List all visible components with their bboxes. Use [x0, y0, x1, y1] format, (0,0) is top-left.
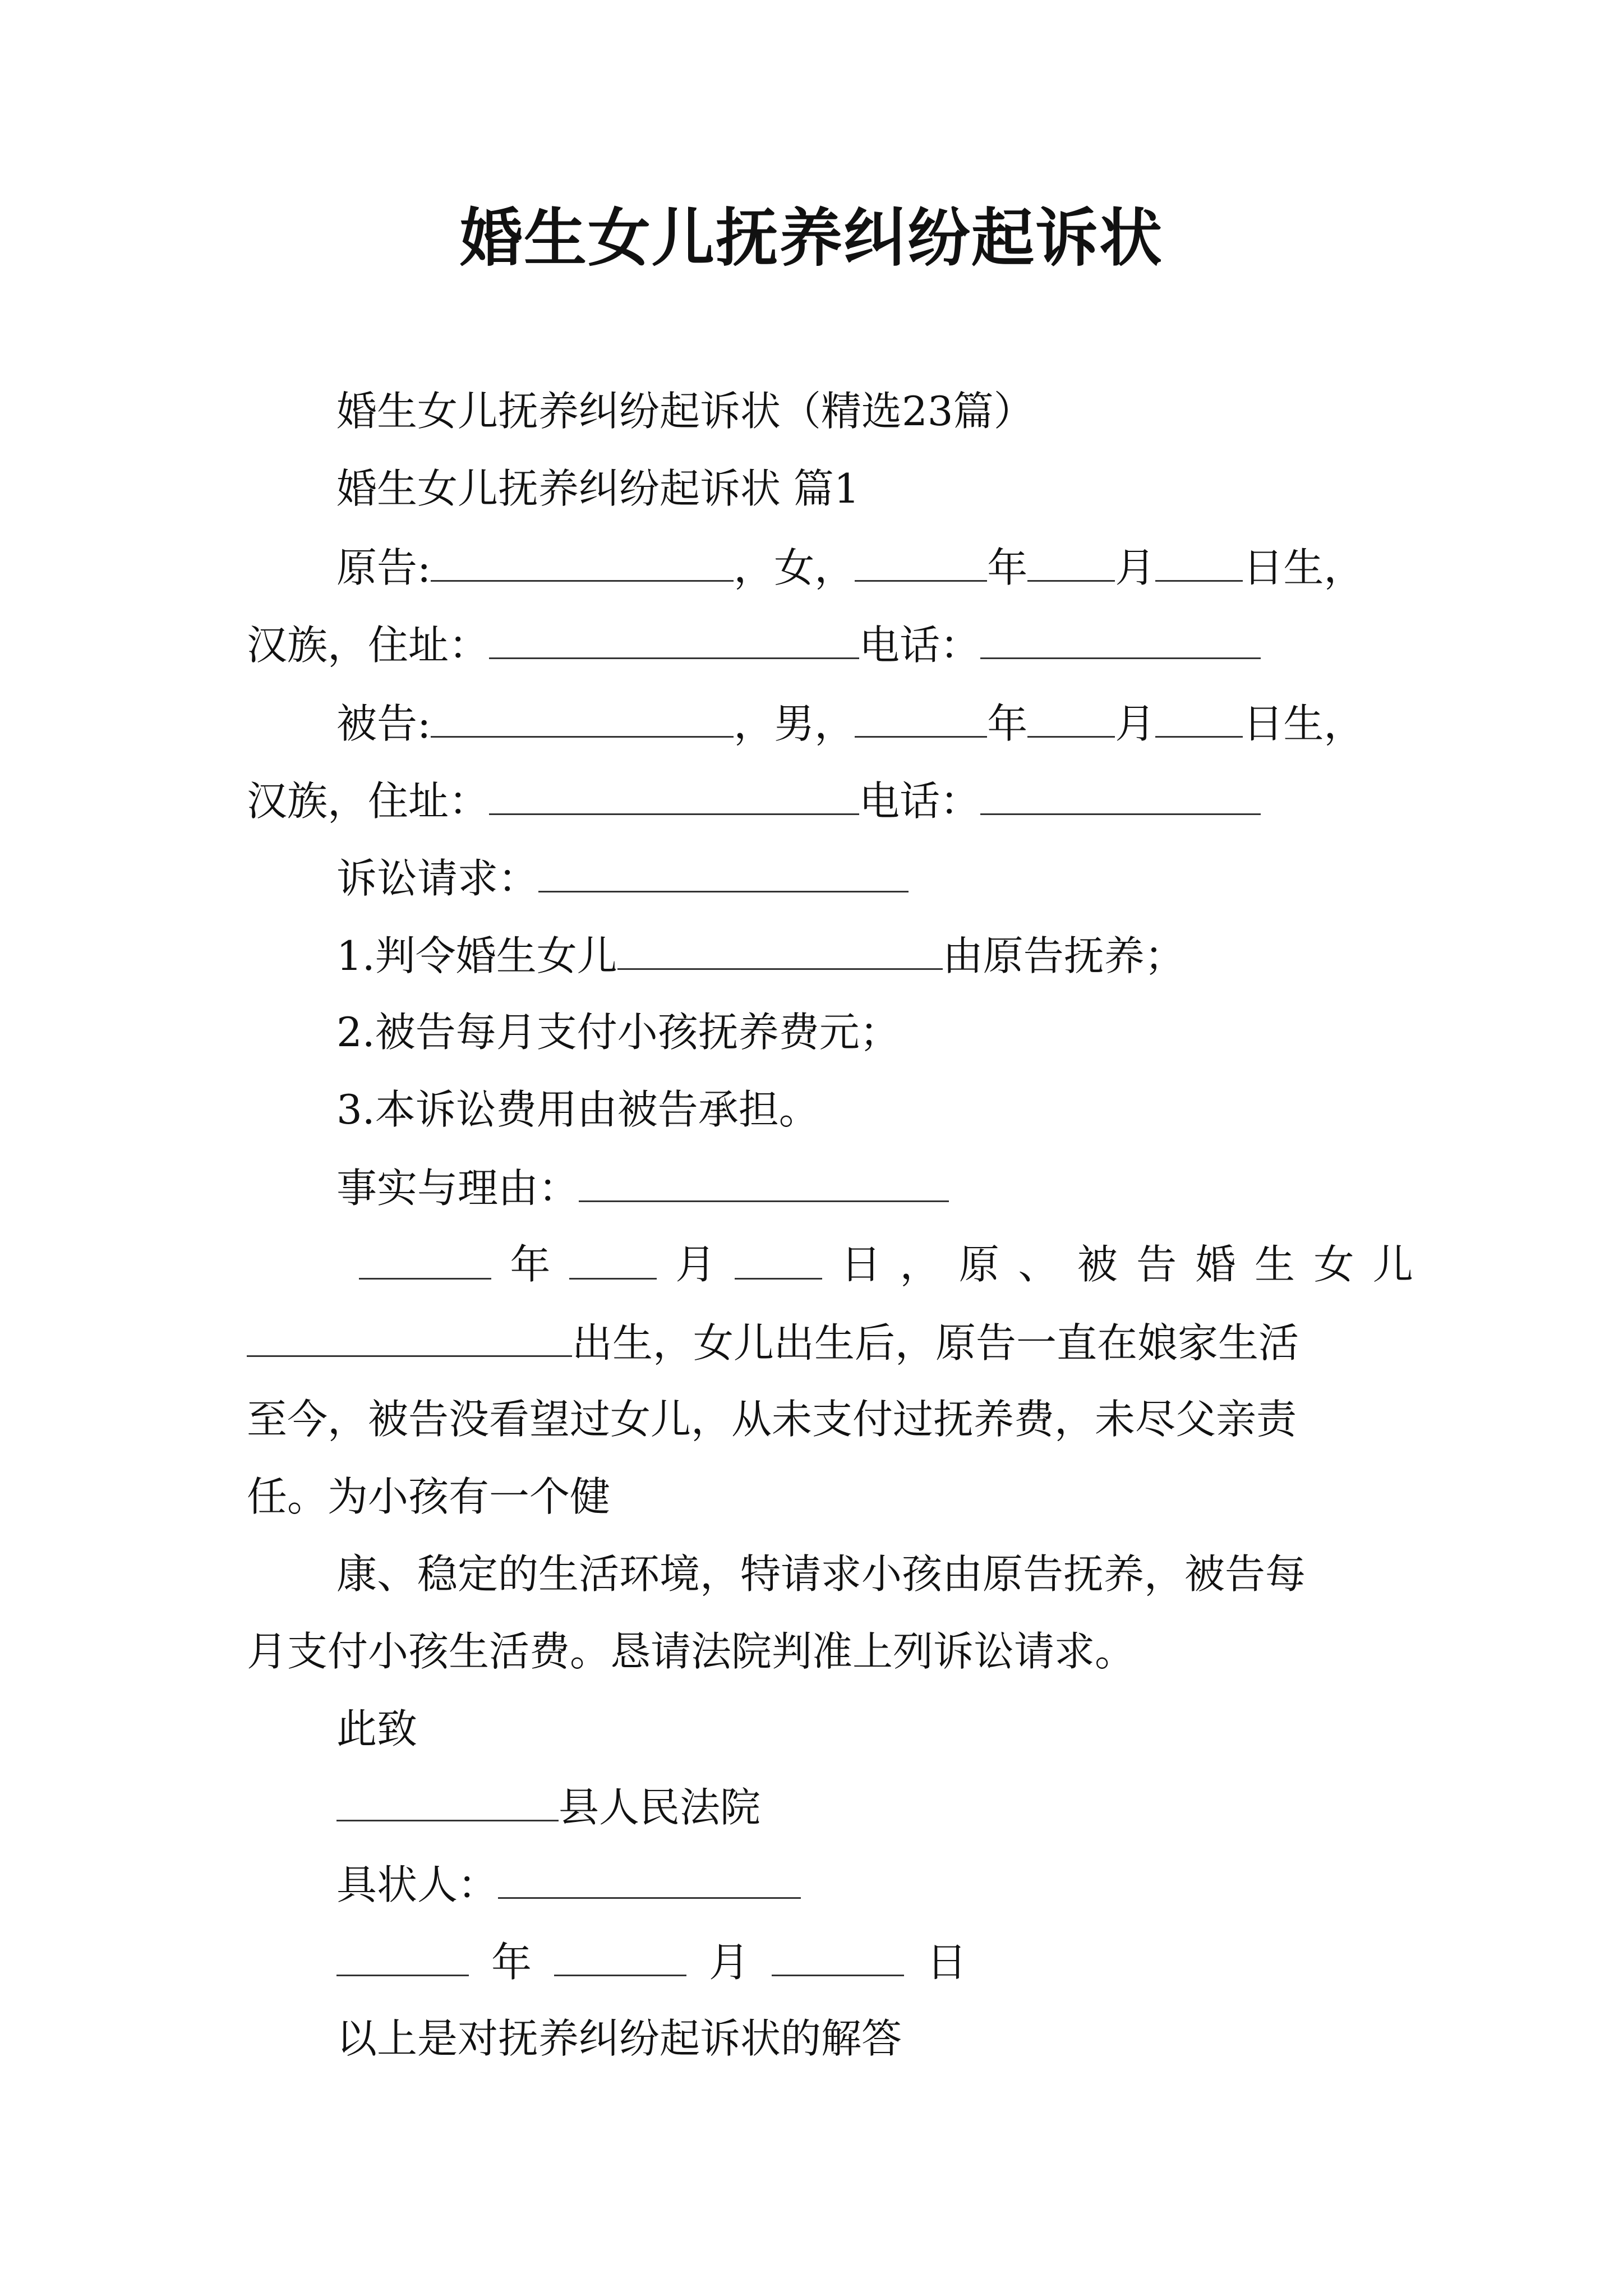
claim-item-3: 3.本诉讼费用由被告承担。 — [336, 1086, 819, 1133]
defendant-phone-label: 电话： — [859, 777, 981, 825]
closing-day-label: 日 — [926, 1939, 967, 1986]
court-suffix: 县人民法院 — [559, 1784, 761, 1831]
facts-char: 生 — [1255, 1241, 1295, 1288]
claim-item-1-suffix: 由原告抚养； — [942, 932, 1185, 979]
defendant-line — [247, 696, 1481, 751]
facts-line — [247, 1160, 1481, 1215]
facts-date-line — [247, 1237, 1413, 1291]
plaintiff-gender: ，女， — [734, 544, 855, 591]
defendant-day-born: 日生， — [1243, 700, 1364, 747]
facts-char: 女 — [1313, 1241, 1354, 1288]
plaintiff-label: 原告: — [336, 544, 431, 591]
facts-month-blank[interactable] — [569, 1237, 657, 1280]
facts-char: 告 — [1136, 1241, 1177, 1288]
defendant-label: 被告: — [336, 700, 431, 747]
birth-detail-blank[interactable] — [247, 1315, 572, 1357]
plaintiff-day-born: 日生， — [1243, 544, 1364, 591]
claims-line — [247, 850, 1481, 905]
defendant-address-line — [247, 773, 1391, 828]
defendant-name-blank[interactable] — [431, 696, 734, 738]
facts-char: 原 — [958, 1241, 999, 1288]
facts-birth-line — [247, 1315, 1391, 1370]
facts-label: 事实与理由： — [336, 1165, 579, 1212]
facts-blank[interactable] — [579, 1160, 949, 1202]
defendant-gender: ，男， — [734, 700, 855, 747]
defendant-year-label: 年 — [987, 700, 1028, 747]
closing-year-label: 年 — [491, 1939, 532, 1986]
facts-line2-text: 出生，女儿出生后，原告一直在娘家生活 — [572, 1319, 1299, 1366]
closing-year-blank[interactable] — [336, 1934, 469, 1976]
daughter-name-blank[interactable] — [617, 928, 943, 970]
defendant-address-blank[interactable] — [489, 773, 859, 815]
plaintiff-phone-label: 电话： — [859, 622, 981, 669]
plaintiff-address-blank[interactable] — [489, 617, 859, 659]
closing-month-label: 月 — [709, 1939, 750, 1986]
plaintiff-address-line — [247, 617, 1391, 672]
defendant-year-blank[interactable] — [855, 696, 987, 738]
plaintiff-month-label: 月 — [1115, 544, 1156, 591]
closing-month-blank[interactable] — [554, 1934, 686, 1976]
facts-comma: ， — [900, 1241, 940, 1288]
claim-item-2: 2.被告每月支付小孩抚养费元； — [336, 1009, 900, 1056]
facts-year-blank[interactable] — [359, 1237, 491, 1280]
subtitle: 婚生女儿抚养纠纷起诉状（精选23篇） — [336, 388, 1034, 435]
plaintiff-address-label: 汉族，住址： — [247, 622, 490, 669]
defendant-day-blank[interactable] — [1155, 696, 1243, 738]
facts-char: 、 — [1018, 1241, 1059, 1288]
facts-day-label: 日 — [841, 1241, 882, 1288]
facts-day-blank[interactable] — [735, 1237, 822, 1280]
facts-char: 被 — [1077, 1241, 1118, 1288]
facts-line-6: 月支付小孩生活费。恳请法院判准上列诉讼请求。 — [247, 1628, 1136, 1675]
salutation: 此致 — [336, 1705, 418, 1752]
court-line — [247, 1779, 1481, 1834]
defendant-address-label: 汉族，住址： — [247, 777, 490, 825]
plaintiff-name-blank[interactable] — [431, 540, 734, 582]
facts-month-label: 月 — [675, 1241, 716, 1288]
plaintiff-phone-blank[interactable] — [980, 617, 1261, 659]
facts-char: 儿 — [1372, 1241, 1413, 1288]
signer-line — [247, 1857, 1481, 1912]
piece-heading: 婚生女儿抚养纠纷起诉状 篇1 — [336, 465, 860, 512]
facts-line-3: 至今，被告没看望过女儿，从未支付过抚养费，未尽父亲责 — [247, 1396, 1297, 1443]
county-blank[interactable] — [336, 1779, 559, 1821]
facts-char: 婚 — [1195, 1241, 1236, 1288]
footer-note: 以上是对抚养纠纷起诉状的解答 — [336, 2015, 902, 2062]
claims-blank[interactable] — [538, 850, 909, 892]
closing-date-line — [247, 1934, 1481, 1989]
plaintiff-year-blank[interactable] — [855, 540, 987, 582]
document-title: 婚生女儿抚养纠纷起诉状 — [460, 201, 1163, 275]
signer-blank[interactable] — [498, 1857, 801, 1899]
plaintiff-line — [247, 540, 1481, 595]
closing-day-blank[interactable] — [772, 1934, 904, 1976]
claims-label: 诉讼请求： — [336, 855, 539, 902]
plaintiff-day-blank[interactable] — [1155, 540, 1243, 582]
claim-item-1-prefix: 1.判令婚生女儿 — [336, 932, 617, 979]
facts-line-5: 康、稳定的生活环境，特请求小孩由原告抚养，被告每 — [336, 1550, 1306, 1598]
plaintiff-month-blank[interactable] — [1027, 540, 1115, 582]
defendant-phone-blank[interactable] — [980, 773, 1261, 815]
facts-line-4: 任。为小孩有一个健 — [247, 1473, 611, 1520]
claim-item-1 — [247, 928, 1481, 983]
signer-label: 具状人： — [336, 1861, 499, 1908]
defendant-month-blank[interactable] — [1027, 696, 1115, 738]
defendant-month-label: 月 — [1115, 700, 1156, 747]
plaintiff-year-label: 年 — [987, 544, 1028, 591]
facts-year-label: 年 — [510, 1241, 551, 1288]
